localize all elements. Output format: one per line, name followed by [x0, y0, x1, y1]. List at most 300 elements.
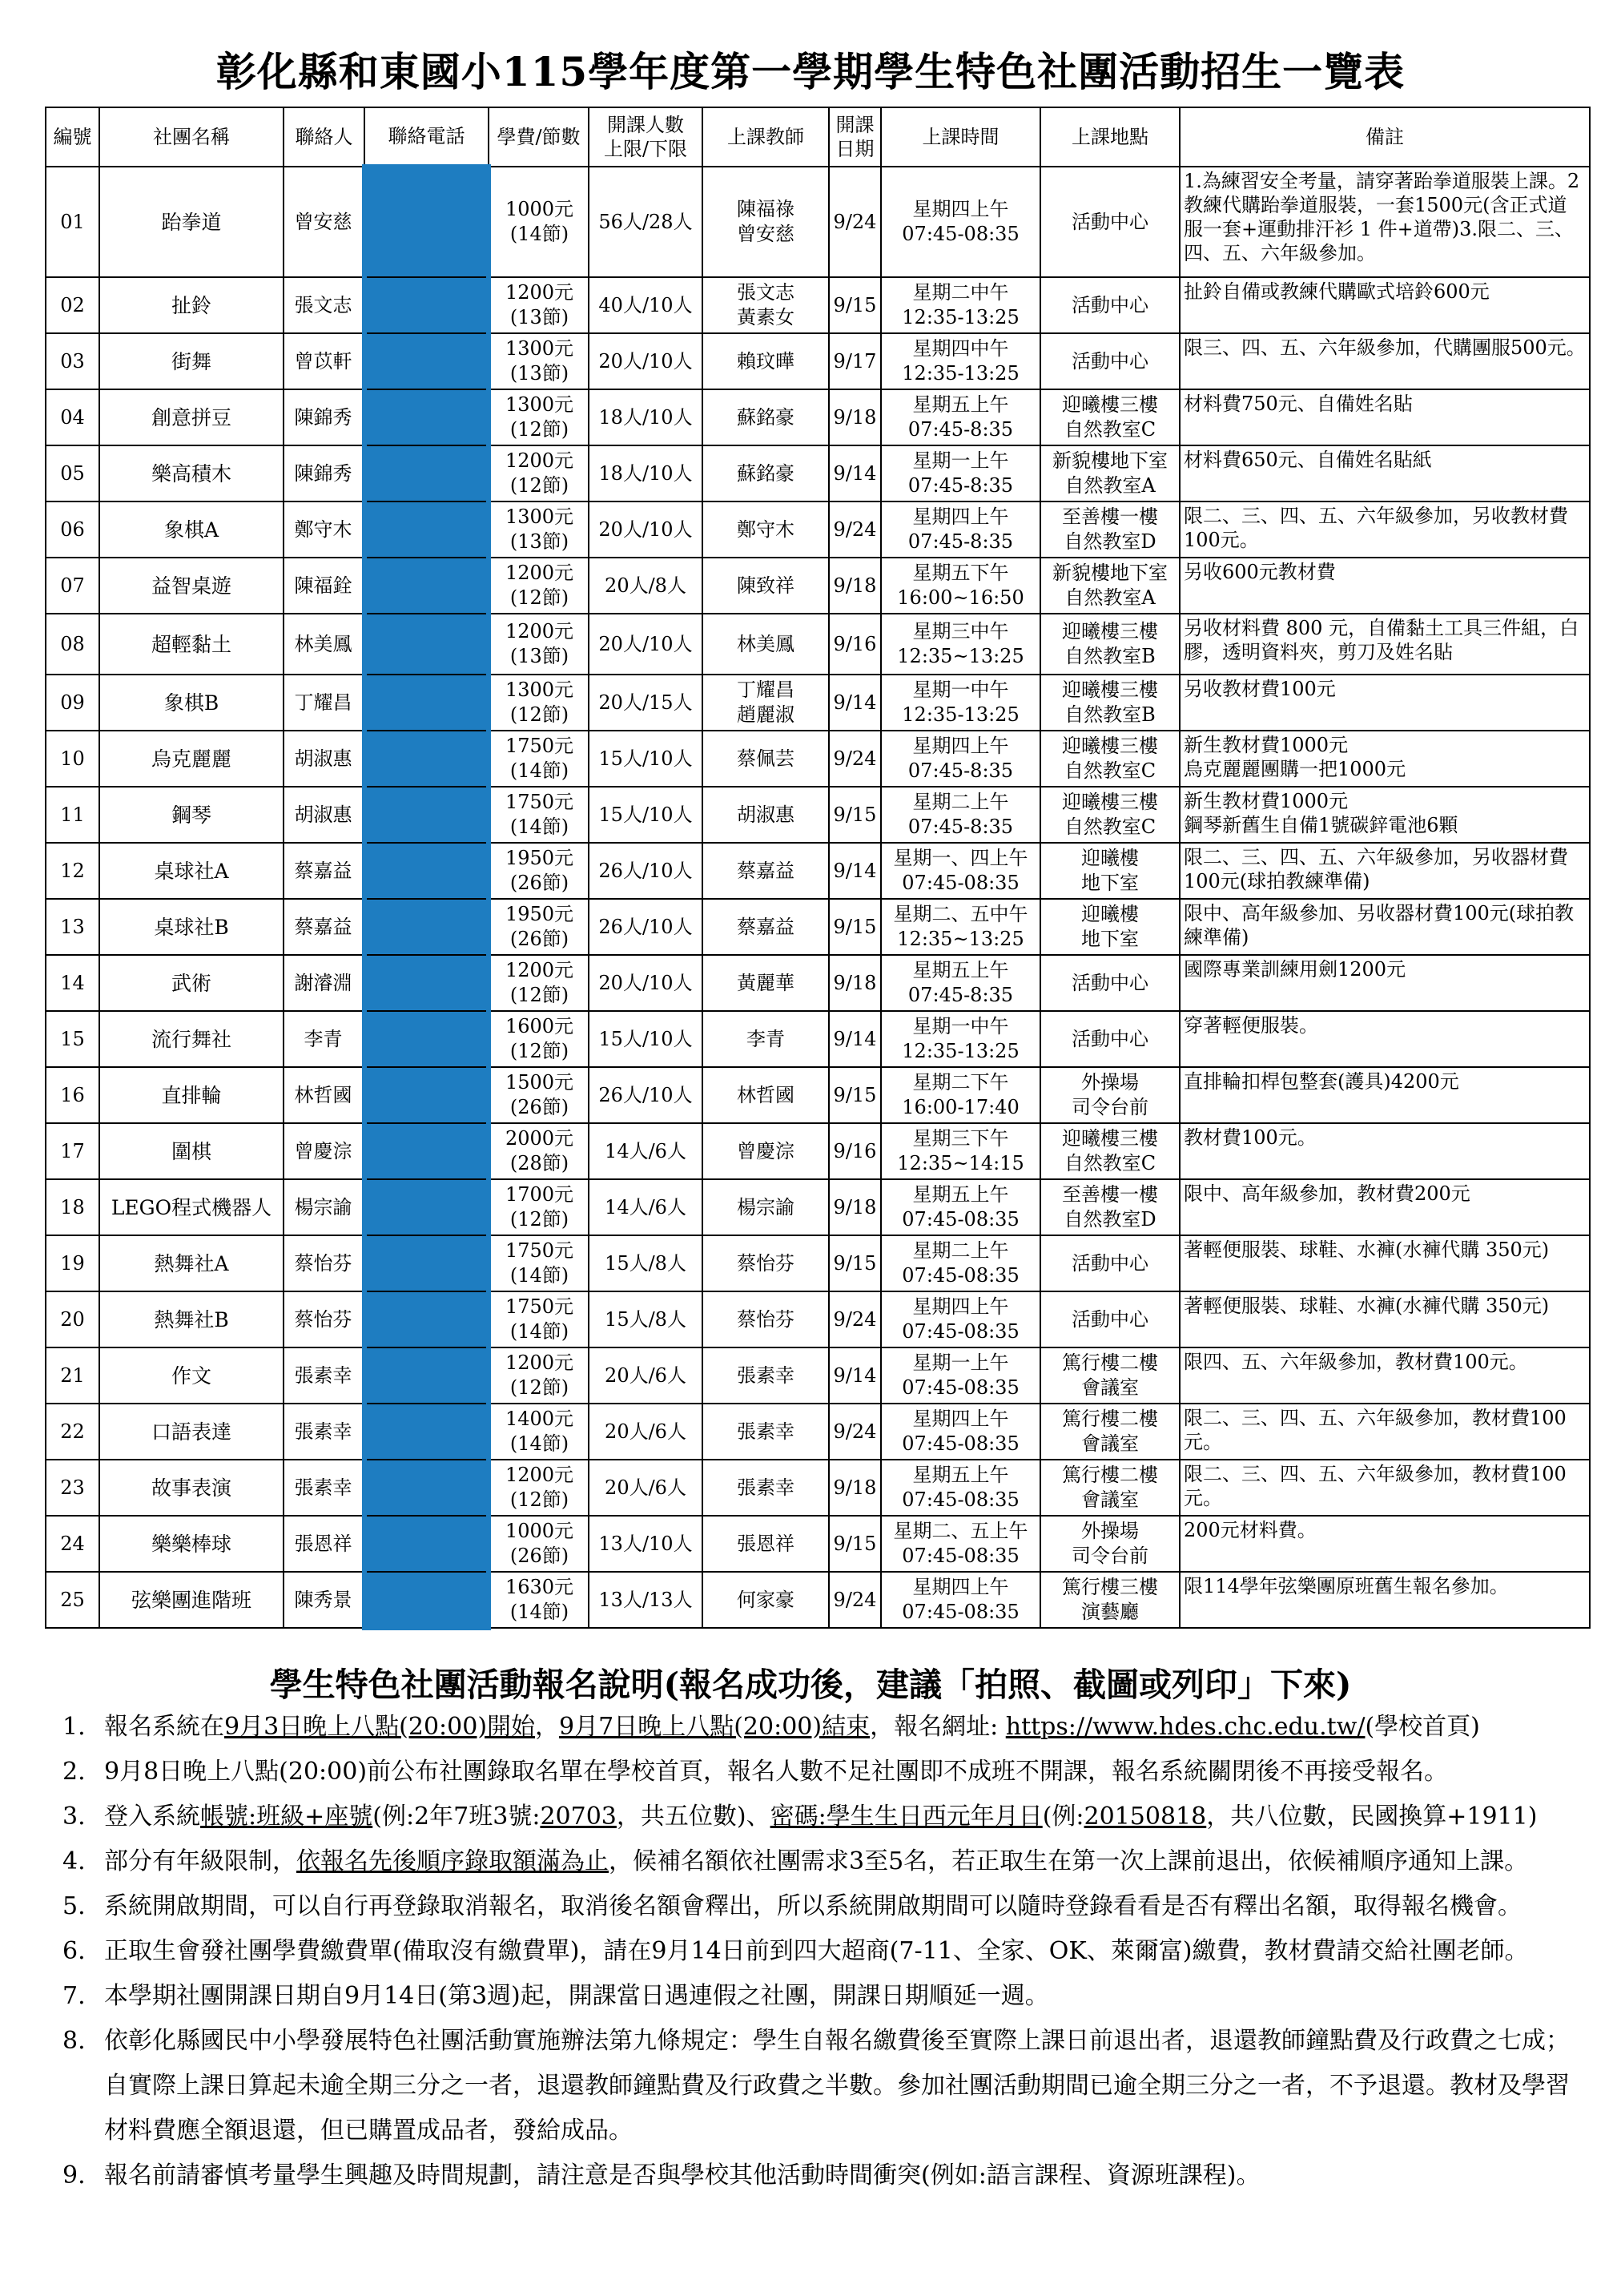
- cell-time: [881, 614, 1040, 675]
- cell-capacity-text: 20人/6人: [605, 1420, 686, 1443]
- table-row: [46, 1179, 1590, 1235]
- cell-fee: [489, 445, 589, 501]
- cell-place-text: 自然教室C: [1064, 759, 1156, 782]
- cell-fee-text: (28節): [509, 1152, 569, 1174]
- cell-id-text: 08: [60, 632, 85, 655]
- cell-teacher-text: 林美鳳: [737, 632, 794, 655]
- cell-club-name: [99, 445, 284, 501]
- table-row: [46, 955, 1590, 1011]
- cell-date: [829, 1516, 881, 1572]
- cell-time-text: 07:45-08:35: [902, 1376, 1020, 1399]
- cell-phone-redacted: [364, 558, 489, 614]
- cell-time-text: 星期三中午: [912, 620, 1009, 642]
- cell-time-text: 07:45-08:35: [902, 1432, 1020, 1455]
- cell-date: [829, 558, 881, 614]
- cell-place-text: 自然教室C: [1064, 1152, 1156, 1174]
- club-table: [45, 107, 1591, 1630]
- cell-contact-text: 李青: [304, 1027, 343, 1050]
- notes-item-number: 1.: [62, 1713, 86, 1741]
- cell-contact-text: 蔡怡芬: [294, 1307, 352, 1331]
- cell-time-text: 16:00~16:50: [897, 586, 1024, 609]
- cell-contact: [284, 1179, 364, 1235]
- cell-id-text: 21: [60, 1364, 85, 1387]
- cell-place: [1040, 558, 1180, 614]
- cell-date-text: 9/15: [833, 1251, 877, 1275]
- cell-fee-text: 1200元: [505, 1464, 574, 1486]
- cell-date-text: 9/24: [833, 747, 877, 770]
- cell-fee: [489, 614, 589, 675]
- cell-date: [829, 389, 881, 445]
- cell-place-text: 活動中心: [1072, 971, 1148, 994]
- cell-note-text: 穿著輕便服裝。: [1184, 1014, 1318, 1037]
- cell-fee-text: (12節): [509, 1488, 569, 1511]
- cell-date: [829, 445, 881, 501]
- cell-date: [829, 675, 881, 731]
- cell-date: [829, 1235, 881, 1291]
- cell-club-name-text: 桌球社B: [154, 915, 229, 939]
- cell-teacher-text: 賴玟曄: [737, 349, 794, 373]
- cell-note: [1180, 843, 1590, 899]
- cell-contact-text: 胡淑惠: [294, 803, 352, 826]
- table-row: [46, 501, 1590, 558]
- cell-teacher-text: 李青: [746, 1027, 785, 1050]
- cell-note: [1180, 445, 1590, 501]
- cell-fee: [489, 333, 589, 389]
- cell-capacity-text: 15人/8人: [605, 1251, 686, 1275]
- cell-teacher: [702, 1235, 829, 1291]
- cell-id-text: 10: [60, 747, 85, 770]
- cell-fee: [489, 1291, 589, 1347]
- cell-fee: [489, 1011, 589, 1067]
- cell-date-text: 9/24: [833, 1588, 877, 1611]
- cell-note-text: 限三、四、五、六年級參加，代購團服500元。: [1184, 336, 1586, 359]
- cell-id-text: 13: [60, 915, 85, 938]
- cell-time-text: 星期一中午: [912, 679, 1009, 701]
- cell-club-name-text: 扯鈴: [171, 293, 211, 317]
- cell-capacity: [589, 731, 702, 787]
- cell-teacher-text: 陳致祥: [737, 574, 794, 597]
- cell-id-text: 09: [60, 691, 85, 714]
- table-row: [46, 445, 1590, 501]
- cell-contact-text: 張素幸: [294, 1420, 352, 1443]
- cell-id-text: 18: [60, 1195, 85, 1218]
- cell-id: [46, 1460, 99, 1516]
- cell-id-text: 02: [60, 293, 85, 316]
- cell-capacity-text: 20人/10人: [598, 632, 693, 655]
- cell-club-name-text: 熱舞社B: [154, 1307, 229, 1331]
- cell-place: [1040, 1460, 1180, 1516]
- cell-club-name: [99, 675, 284, 731]
- cell-id: [46, 787, 99, 843]
- cell-contact-text: 蔡嘉益: [294, 915, 352, 938]
- cell-note: [1180, 614, 1590, 675]
- cell-capacity: [589, 1235, 702, 1291]
- cell-phone-redacted: [364, 389, 489, 445]
- cell-note-text: 著輕便服裝、球鞋、水褲(水褲代購 350元): [1184, 1239, 1550, 1261]
- cell-time-text: 星期五上午: [912, 1464, 1009, 1486]
- cell-time: [881, 558, 1040, 614]
- cell-club-name-text: 街舞: [171, 349, 211, 373]
- table-row: [46, 1572, 1590, 1628]
- header-note: 備註: [1180, 107, 1590, 167]
- cell-date-text: 9/15: [833, 1083, 877, 1106]
- header-date: [829, 107, 881, 167]
- cell-note-text: 另收600元教材費: [1184, 561, 1336, 583]
- cell-fee-text: 1630元: [505, 1576, 574, 1598]
- cell-phone-redacted: [364, 1179, 489, 1235]
- table-row: [46, 1460, 1590, 1516]
- cell-fee-text: (26節): [509, 872, 569, 894]
- cell-note: [1180, 787, 1590, 843]
- cell-id: [46, 731, 99, 787]
- cell-fee: [489, 899, 589, 955]
- cell-place-text: 自然教室D: [1064, 1208, 1156, 1231]
- cell-date-text: 9/16: [833, 632, 877, 655]
- cell-id-text: 16: [60, 1083, 85, 1106]
- cell-fee-text: (12節): [509, 586, 569, 609]
- cell-place-text: 自然教室A: [1064, 586, 1156, 609]
- cell-club-name-text: 創意拼豆: [151, 405, 231, 429]
- cell-contact-text: 胡淑惠: [294, 747, 352, 770]
- cell-place-text: 至善樓一樓: [1062, 1183, 1158, 1206]
- cell-contact: [284, 1291, 364, 1347]
- cell-teacher-text: 楊宗諭: [737, 1195, 794, 1218]
- cell-time-text: 12:35-13:25: [902, 703, 1020, 726]
- cell-fee: [489, 1179, 589, 1235]
- cell-fee: [489, 731, 589, 787]
- cell-fee-text: 1300元: [505, 679, 574, 701]
- cell-fee-text: 1300元: [505, 506, 574, 528]
- cell-note-text: 限二、三、四、五、六年級參加，教材費100元。: [1184, 1463, 1567, 1509]
- cell-date: [829, 731, 881, 787]
- cell-fee-text: (14節): [509, 1320, 569, 1343]
- header-place: 上課地點: [1040, 107, 1180, 167]
- cell-time-text: 星期四上午: [912, 1576, 1009, 1598]
- cell-time-text: 星期二、五中午: [893, 903, 1028, 925]
- cell-teacher: [702, 1572, 829, 1628]
- cell-place-text: 活動中心: [1072, 349, 1148, 373]
- cell-id: [46, 843, 99, 899]
- cell-teacher-text: 蔡嘉益: [737, 859, 794, 882]
- cell-teacher: [702, 1291, 829, 1347]
- cell-time-text: 星期四上午: [912, 735, 1009, 757]
- cell-id: [46, 1347, 99, 1404]
- cell-contact-text: 張素幸: [294, 1364, 352, 1387]
- cell-place: [1040, 1347, 1180, 1404]
- cell-note-text: 限中、高年級參加，教材費200元: [1184, 1182, 1470, 1205]
- cell-note: [1180, 1123, 1590, 1179]
- cell-date-text: 9/24: [833, 518, 877, 541]
- cell-place-text: 司令台前: [1072, 1096, 1148, 1118]
- cell-place-text: 迎曦樓三樓: [1062, 735, 1158, 757]
- cell-place-text: 篤行樓二樓: [1062, 1464, 1158, 1486]
- cell-id-text: 17: [60, 1139, 85, 1162]
- cell-place-text: 地下室: [1081, 872, 1139, 894]
- cell-place-text: 活動中心: [1072, 293, 1148, 316]
- cell-place-text: 迎曦樓三樓: [1062, 1127, 1158, 1150]
- cell-club-name-text: 鋼琴: [171, 803, 211, 827]
- notes-item-text: 部分有年級限制，: [104, 1847, 296, 1875]
- cell-contact-text: 曾苡軒: [294, 349, 352, 373]
- cell-place-text: 迎曦樓三樓: [1062, 393, 1158, 416]
- cell-place: [1040, 167, 1180, 277]
- cell-capacity: [589, 389, 702, 445]
- cell-place-text: 篤行樓二樓: [1062, 1408, 1158, 1430]
- cell-place: [1040, 389, 1180, 445]
- cell-teacher-text: 蔡佩芸: [737, 747, 794, 770]
- notes-title: 學生特色社團活動報名說明(報名成功後，建議「拍照、截圖或列印」下來): [269, 1666, 1352, 1704]
- cell-place-text: 新貌樓地下室: [1052, 449, 1168, 472]
- cell-time-text: 星期一上午: [912, 1351, 1009, 1374]
- cell-place-text: 司令台前: [1072, 1545, 1148, 1567]
- cell-fee-text: 1300元: [505, 393, 574, 416]
- header-date-line2: 日期: [835, 138, 875, 160]
- cell-time: [881, 1179, 1040, 1235]
- cell-date: [829, 1179, 881, 1235]
- table-header-row: [46, 107, 1590, 167]
- cell-contact-text: 曾慶淙: [294, 1139, 352, 1162]
- cell-time-text: 星期四上午: [912, 1408, 1009, 1430]
- cell-note: [1180, 1347, 1590, 1404]
- cell-note-text: 另收材料費 800 元，自備黏土工具三件組，白膠，透明資料夾，剪刀及姓名貼: [1184, 617, 1579, 663]
- cell-time-text: 12:35~13:25: [897, 645, 1024, 667]
- cell-time: [881, 955, 1040, 1011]
- notes-item-text: 登入系統: [104, 1803, 200, 1831]
- cell-phone-redacted: [364, 277, 489, 333]
- cell-place-text: 活動中心: [1072, 210, 1148, 233]
- notes-item-text: ，報名網址:: [870, 1713, 1006, 1741]
- cell-time-text: 星期四上午: [912, 198, 1009, 220]
- cell-capacity-text: 15人/10人: [598, 1027, 693, 1050]
- cell-id: [46, 1572, 99, 1628]
- cell-date-text: 9/17: [833, 349, 877, 373]
- cell-note: [1180, 1404, 1590, 1460]
- cell-date-text: 9/14: [833, 859, 877, 882]
- cell-id: [46, 1235, 99, 1291]
- cell-time-text: 07:45-8:35: [907, 530, 1014, 553]
- notes-item-text: (學校首頁): [1365, 1713, 1480, 1741]
- cell-contact-text: 林哲國: [294, 1083, 352, 1106]
- cell-club-name: [99, 1123, 284, 1179]
- cell-place: [1040, 899, 1180, 955]
- cell-note-text: 限二、三、四、五、六年級參加，另收教材費100元。: [1184, 505, 1568, 551]
- cell-capacity: [589, 1572, 702, 1628]
- cell-time: [881, 277, 1040, 333]
- cell-teacher-text: 黃素女: [737, 306, 794, 328]
- cell-club-name: [99, 1011, 284, 1067]
- cell-fee-text: (13節): [509, 530, 569, 553]
- cell-teacher: [702, 277, 829, 333]
- cell-contact-text: 蔡嘉益: [294, 859, 352, 882]
- cell-place-text: 會議室: [1081, 1488, 1139, 1511]
- cell-place-text: 自然教室A: [1064, 474, 1156, 497]
- cell-phone-redacted: [364, 1291, 489, 1347]
- cell-fee-text: 1200元: [505, 959, 574, 981]
- cell-place: [1040, 1291, 1180, 1347]
- cell-teacher-text: 陳福祿: [737, 198, 794, 220]
- cell-place-text: 至善樓一樓: [1062, 506, 1158, 528]
- cell-id: [46, 1011, 99, 1067]
- notes-item-text: 依彰化縣國民中小學發展特色社團活動實施辦法第九條規定：學生自報名繳費後至實際上課日前退出者，退還教師鐘點費及行政費之七成；自實際上課日算起未逾全期三分之一者，退還教師鐘點費及行政費之半數。參加社團活動期間已逾全期三分之一者，不予退還。教材及學習材料費應全額退還，但已購置成品者，發給成品。: [104, 2027, 1570, 2145]
- cell-capacity: [589, 1067, 702, 1123]
- cell-capacity-text: 20人/8人: [605, 574, 686, 597]
- cell-date-text: 9/18: [833, 971, 877, 994]
- cell-capacity-text: 40人/10人: [598, 293, 693, 316]
- cell-time: [881, 787, 1040, 843]
- cell-fee-text: (26節): [509, 1096, 569, 1118]
- notes-item: [62, 2153, 1584, 2198]
- cell-note: [1180, 1516, 1590, 1572]
- cell-capacity: [589, 1516, 702, 1572]
- cell-id: [46, 614, 99, 675]
- cell-fee: [489, 1516, 589, 1572]
- cell-club-name: [99, 389, 284, 445]
- cell-place: [1040, 333, 1180, 389]
- cell-teacher: [702, 1404, 829, 1460]
- cell-date: [829, 167, 881, 277]
- cell-id-text: 03: [60, 349, 85, 373]
- cell-id-text: 15: [60, 1027, 85, 1050]
- cell-id-text: 11: [60, 803, 85, 826]
- cell-date-text: 9/18: [833, 405, 877, 429]
- cell-time-text: 星期一中午: [912, 1015, 1009, 1037]
- cell-capacity-text: 20人/10人: [598, 971, 693, 994]
- cell-fee-text: 1400元: [505, 1408, 574, 1430]
- cell-time-text: 星期二、五上午: [893, 1520, 1028, 1542]
- cell-time-text: 07:45-08:35: [902, 1488, 1020, 1511]
- cell-date: [829, 1067, 881, 1123]
- cell-date-text: 9/15: [833, 293, 877, 316]
- cell-contact: [284, 389, 364, 445]
- cell-teacher-text: 張素幸: [737, 1420, 794, 1443]
- notes-item-text: 本學期社團開課日期自9月14日(第3週)起，開課當日遇連假之社團，開課日期順延一週。: [104, 1982, 1049, 2010]
- table-row: [46, 899, 1590, 955]
- cell-date: [829, 1460, 881, 1516]
- cell-id: [46, 167, 99, 277]
- cell-id: [46, 1067, 99, 1123]
- cell-capacity-text: 20人/10人: [598, 349, 693, 373]
- cell-fee: [489, 558, 589, 614]
- cell-club-name-text: 作文: [171, 1364, 211, 1388]
- cell-club-name-text: 口語表達: [151, 1420, 231, 1444]
- cell-id-text: 24: [60, 1532, 85, 1555]
- cell-date-text: 9/24: [833, 210, 877, 233]
- cell-club-name-text: 圍棋: [171, 1139, 211, 1163]
- cell-date: [829, 843, 881, 899]
- cell-club-name: [99, 333, 284, 389]
- cell-time-text: 16:00-17:40: [902, 1096, 1020, 1118]
- cell-place-text: 活動中心: [1072, 1251, 1148, 1275]
- cell-capacity: [589, 614, 702, 675]
- cell-id-text: 04: [60, 405, 85, 429]
- cell-fee-text: 1700元: [505, 1183, 574, 1206]
- cell-contact-text: 張文志: [294, 293, 352, 316]
- cell-place: [1040, 1572, 1180, 1628]
- cell-fee: [489, 675, 589, 731]
- cell-place-text: 迎曦樓三樓: [1062, 620, 1158, 642]
- cell-contact-text: 楊宗諭: [294, 1195, 352, 1218]
- cell-time: [881, 1404, 1040, 1460]
- cell-capacity-text: 15人/8人: [605, 1307, 686, 1331]
- cell-place: [1040, 731, 1180, 787]
- cell-capacity: [589, 899, 702, 955]
- cell-date: [829, 955, 881, 1011]
- cell-place-text: 篤行樓三樓: [1062, 1576, 1158, 1598]
- cell-phone-redacted: [364, 1572, 489, 1628]
- notes-item-number: 5.: [62, 1892, 86, 1920]
- cell-contact: [284, 731, 364, 787]
- cell-contact-text: 陳福銓: [294, 574, 352, 597]
- cell-time-text: 07:45-08:35: [902, 1320, 1020, 1343]
- cell-contact: [284, 843, 364, 899]
- notes-item-text: (例:: [1042, 1803, 1084, 1831]
- cell-time: [881, 333, 1040, 389]
- cell-contact: [284, 675, 364, 731]
- cell-fee-text: (12節): [509, 703, 569, 726]
- cell-time-text: 07:45-08:35: [902, 1208, 1020, 1231]
- cell-id: [46, 955, 99, 1011]
- cell-fee: [489, 1067, 589, 1123]
- cell-fee: [489, 1347, 589, 1404]
- notes-item-text: https://www.hdes.chc.edu.tw/: [1005, 1713, 1366, 1741]
- cell-fee-text: (13節): [509, 362, 569, 385]
- cell-teacher: [702, 843, 829, 899]
- cell-id: [46, 333, 99, 389]
- cell-fee-text: (12節): [509, 984, 569, 1006]
- cell-note: [1180, 955, 1590, 1011]
- table-row: [46, 614, 1590, 675]
- cell-fee: [489, 1123, 589, 1179]
- cell-id: [46, 1404, 99, 1460]
- table-row: [46, 1291, 1590, 1347]
- cell-place: [1040, 277, 1180, 333]
- cell-fee-text: (26節): [509, 928, 569, 950]
- cell-fee-text: (14節): [509, 759, 569, 782]
- cell-id-text: 01: [60, 210, 85, 233]
- table-row: [46, 558, 1590, 614]
- cell-place: [1040, 675, 1180, 731]
- notes-item-text: 9月7日晚上八點(20:00)結束: [559, 1713, 871, 1741]
- cell-id: [46, 1123, 99, 1179]
- cell-teacher-text: 張恩祥: [737, 1532, 794, 1555]
- notes-item-text: 20703: [540, 1803, 617, 1831]
- cell-id: [46, 445, 99, 501]
- cell-place-text: 自然教室C: [1064, 418, 1156, 441]
- table-row: [46, 843, 1590, 899]
- cell-note-text: 教材費100元。: [1184, 1126, 1317, 1149]
- cell-time-text: 星期二上午: [912, 791, 1009, 813]
- cell-id: [46, 501, 99, 558]
- cell-capacity-text: 20人/6人: [605, 1476, 686, 1499]
- notes-item-text: ，共八位數，民國換算+1911): [1206, 1803, 1538, 1831]
- cell-contact: [284, 1460, 364, 1516]
- cell-time-text: 07:45-08:35: [902, 1264, 1020, 1287]
- notes-item-text: 依報名先後順序錄取額滿為止: [296, 1847, 609, 1875]
- cell-contact-text: 陳錦秀: [294, 405, 352, 429]
- cell-teacher-text: 蘇銘豪: [737, 405, 794, 429]
- cell-teacher-text: 張文志: [737, 281, 794, 304]
- cell-note-text: 直排輪扣桿包整套(護具)4200元: [1184, 1070, 1459, 1093]
- cell-id: [46, 1516, 99, 1572]
- cell-teacher-text: 張素幸: [737, 1364, 794, 1387]
- cell-note-text: 限二、三、四、五、六年級參加，另收器材費100元(球拍教練準備): [1184, 846, 1568, 892]
- cell-teacher: [702, 1011, 829, 1067]
- cell-teacher: [702, 389, 829, 445]
- cell-id: [46, 1179, 99, 1235]
- cell-note: [1180, 277, 1590, 333]
- cell-teacher: [702, 1179, 829, 1235]
- cell-time-text: 星期一、四上午: [893, 847, 1028, 869]
